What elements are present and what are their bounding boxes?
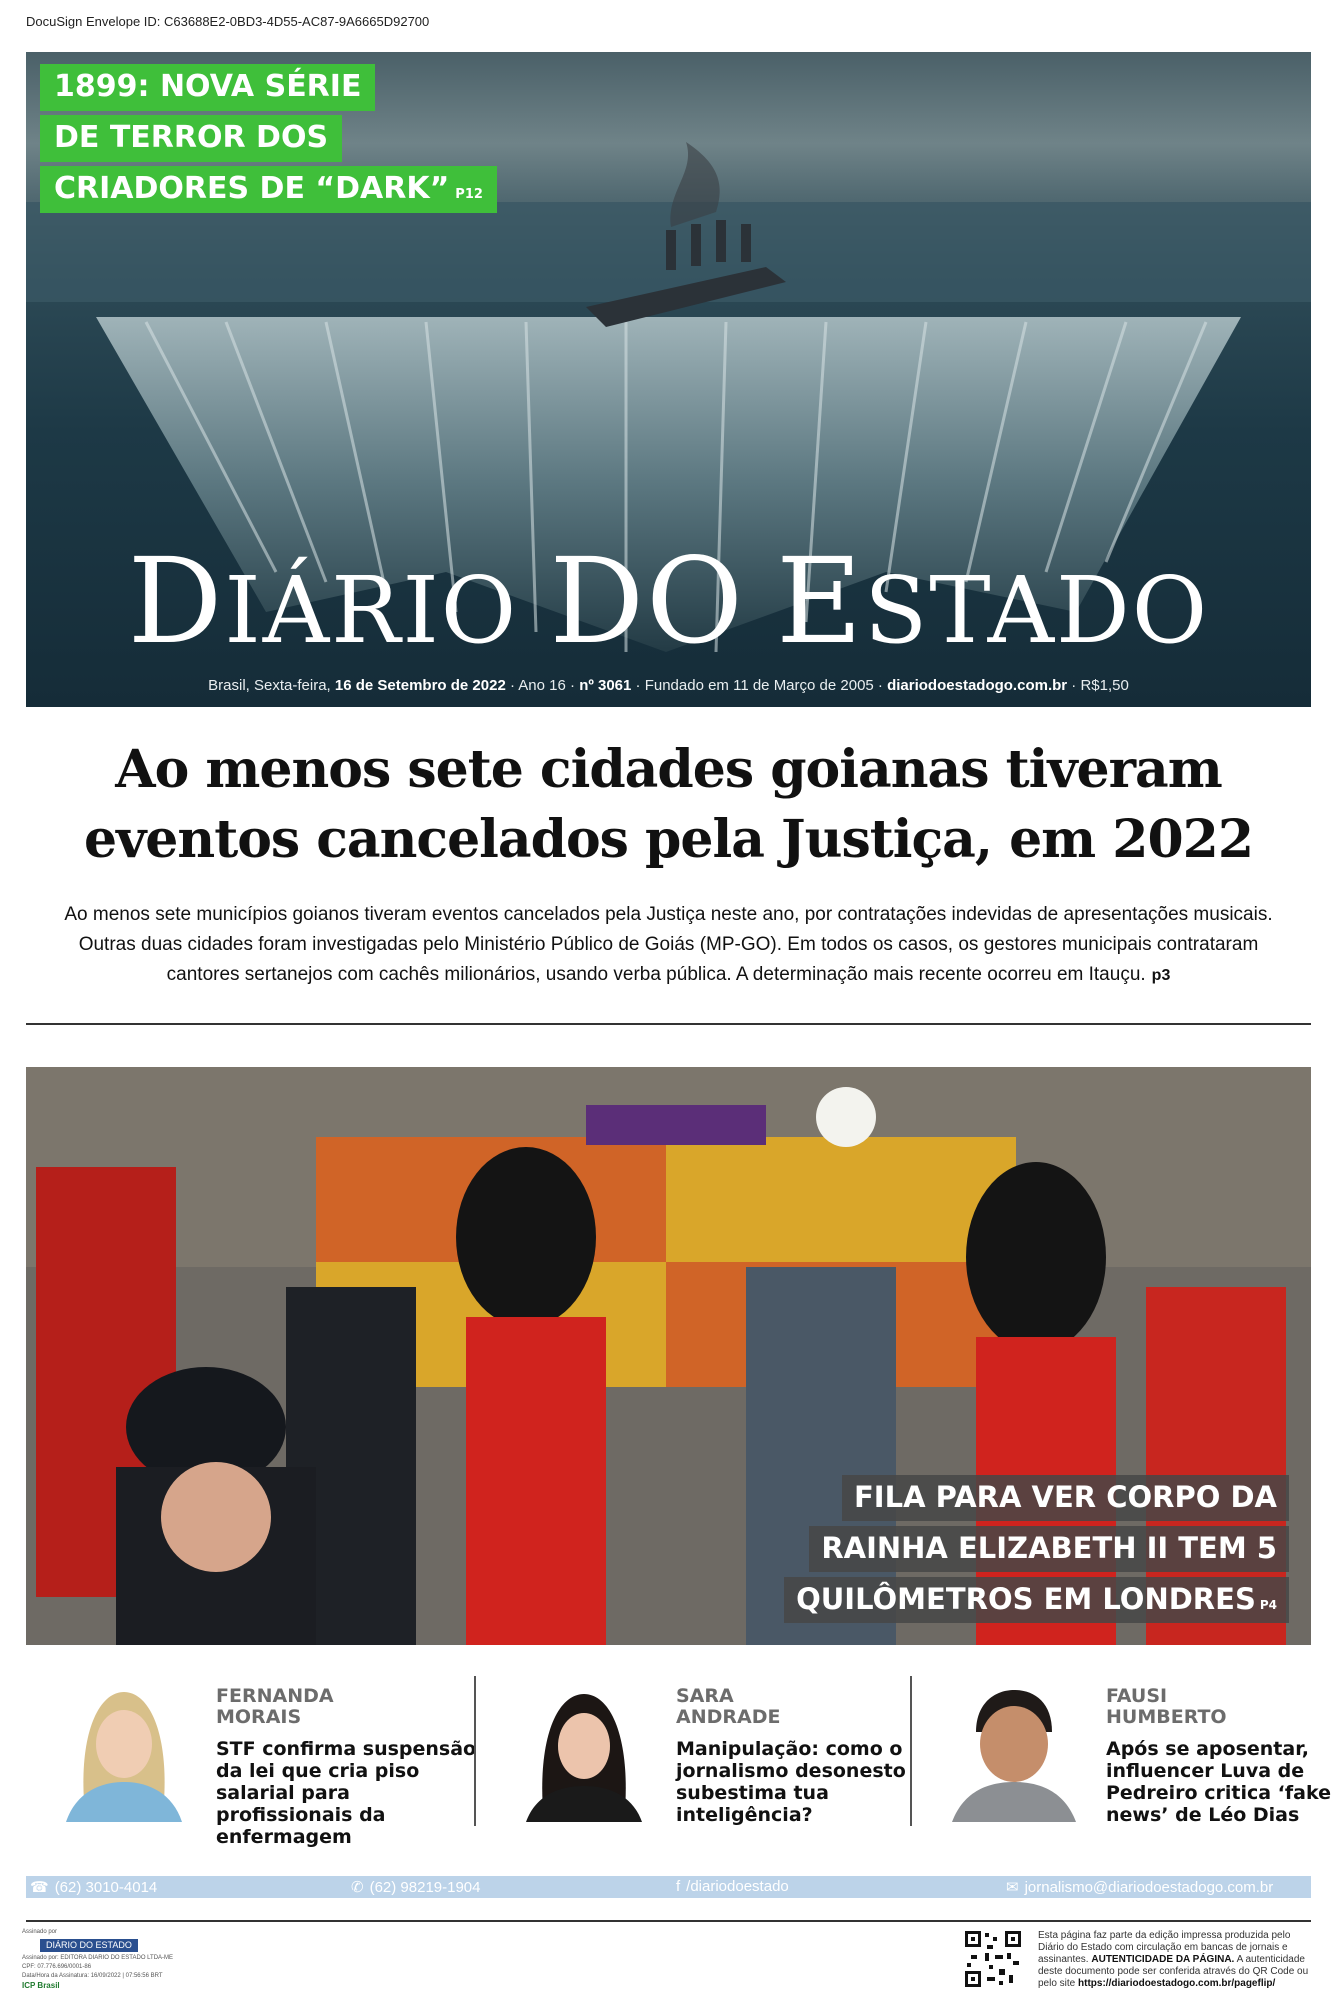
columnist-name: FAUSI HUMBERTO <box>1106 1685 1227 1728</box>
digital-signature-block: Assinado por DIÁRIO DO ESTADO Assinado por: EDITORA DIARIO DO ESTADO LTDA-ME CPF: 07.776.696/0001-86 Data/Hora da Assinatura: 16/09/2022 | 07:56:56 BRT ICP Brasil <box>22 1928 252 1990</box>
facebook-icon: f <box>676 1878 681 1895</box>
caption-line-2: RAINHA ELIZABETH II TEM 5 <box>809 1526 1289 1572</box>
promo-page-ref: P12 <box>455 187 483 202</box>
icp-brasil-logo: ICP Brasil <box>22 1981 60 1990</box>
promo-line-2: DE TERROR DOS <box>40 115 342 162</box>
qr-code-icon[interactable] <box>963 1929 1023 1989</box>
promo-box <box>40 64 497 217</box>
headline-line-1: Ao menos sete cidades goianas tiveram <box>115 739 1222 800</box>
funeral-procession-photo <box>26 1067 1311 1645</box>
columnist-fernanda-morais[interactable] <box>56 1672 477 1848</box>
dateline: Brasil, Sexta-feira, 16 de Setembro de 2022 · Ano 16 · nº 3061 · Fundado em 11 de Março de 2005 · diariodoestadogo.com.br · R$1,50 <box>208 677 1129 694</box>
promo-line-3: CRIADORES DE “DARK” P12 <box>40 166 497 213</box>
page-authenticity-note: Esta página faz parte da edição impressa produzida pelo Diário do Estado com circulação em bancas de jornais e assinantes. AUTENTICIDADE DA PÁGINA. A autenticidade deste documento pode ser conferida através do QR Code ou pelo site https://diariodoestadogo.com.br/pageflip/ <box>1038 1930 1309 1989</box>
section-divider <box>26 1023 1311 1025</box>
promo-line-1: 1899: NOVA SÉRIE <box>40 64 375 111</box>
caption-page-ref: P4 <box>1259 1598 1277 1612</box>
headline-line-2: eventos cancelados pela Justiça, em 2022 <box>84 809 1253 870</box>
email-contact[interactable]: ✉ jornalismo@diariodoestadogo.com.br <box>1006 1879 1274 1896</box>
footer-divider <box>26 1920 1311 1922</box>
lede-paragraph: Ao menos sete municípios goianos tiveram eventos cancelados pela Justiça neste ano, por contratações indevidas de apresentações musicais. Outras duas cidades foram investigadas pelo Ministério Público de Goiás (MP-GO). Em todos os casos, os gestores municipais contrataram cantores sertanejos com cachês milionários, usando verba pública. A determinação mais recente ocorreu em Itauçu. p3 <box>64 904 1273 985</box>
masthead: DIÁRIO DO ESTADO <box>127 532 1210 670</box>
column-title: STF confirma suspensão da lei que cria piso salarial para profissionais da enfermagem <box>216 1738 477 1848</box>
column-title: Manipulação: como o jornalismo desonesto subestima tua inteligência? <box>676 1738 906 1826</box>
column-title: Após se aposentar, influencer Luva de Pedreiro critica ‘fake news’ de Léo Dias <box>1106 1738 1331 1826</box>
photo-caption <box>784 1475 1289 1628</box>
pageflip-link[interactable]: https://diariodoestadogo.com.br/pageflip/ <box>1078 1978 1276 1989</box>
email-icon: ✉ <box>1006 1879 1019 1896</box>
columnists-section <box>26 1672 1331 1848</box>
columnist-avatar <box>946 1682 1082 1822</box>
signature-badge: DIÁRIO DO ESTADO <box>40 1939 138 1952</box>
hero-image <box>26 52 1311 707</box>
columnist-avatar <box>516 1682 652 1822</box>
lede-page-ref: p3 <box>1151 967 1171 984</box>
whatsapp-contact[interactable]: ✆ (62) 98219-1904 <box>351 1879 481 1896</box>
columnist-sara-andrade[interactable] <box>516 1672 936 1832</box>
caption-line-3: QUILÔMETROS EM LONDRES P4 <box>784 1577 1289 1623</box>
columnist-fausi-humberto[interactable] <box>946 1672 1331 1832</box>
phone-icon: ☎ <box>30 1879 49 1896</box>
column-divider <box>474 1676 476 1826</box>
docusign-envelope-id: DocuSign Envelope ID: C63688E2-0BD3-4D55-AC87-9A6665D92700 <box>26 14 430 29</box>
caption-line-1: FILA PARA VER CORPO DA <box>842 1475 1289 1521</box>
main-headline <box>26 735 1311 875</box>
contact-bar <box>26 1876 1311 1898</box>
columnist-avatar <box>56 1682 192 1822</box>
whatsapp-icon: ✆ <box>351 1879 364 1896</box>
columnist-name: FERNANDA MORAIS <box>216 1685 334 1728</box>
phone-contact[interactable]: ☎ (62) 3010-4014 <box>30 1879 158 1896</box>
facebook-contact[interactable]: f /diariodoestado <box>676 1878 789 1895</box>
columnist-name: SARA ANDRADE <box>676 1685 781 1728</box>
column-divider <box>910 1676 912 1826</box>
